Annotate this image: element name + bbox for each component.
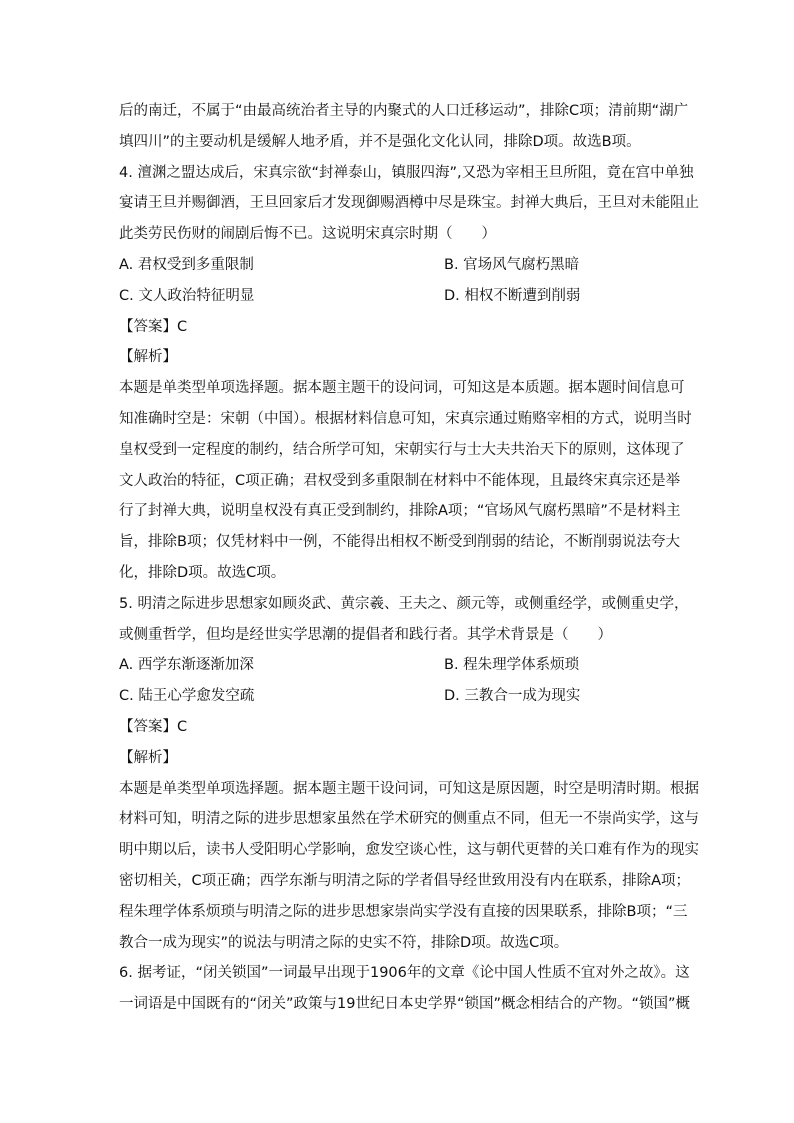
text-line: 填四川”的主要动机是缓解人地矛盾，并不是强化文化认同，排除D项。故选B项。 <box>119 133 641 150</box>
analysis-line: 本题是单类型单项选择题。据本题主题干设问词，可知这是原因题，时空是明清时期。根据 <box>119 780 699 797</box>
question-stem-line: 宴请王旦并赐御酒，王旦回家后才发现御赐酒樽中尽是珠宝。封禅大典后，王旦对未能阻止 <box>119 195 699 212</box>
analysis-line: 文人政治的特征，C项正确；君权受到多重限制在材料中不能体现，且最终宋真宗还是举 <box>119 472 681 489</box>
analysis-label: 【解析】 <box>119 749 177 766</box>
option-b: B. 程朱理学体系烦琐 <box>444 657 580 674</box>
analysis-line: 化，排除D项。故选C项。 <box>119 564 286 581</box>
analysis-line: 明中期以后，读书人受阳明心学影响，愈发空谈心性，这与朝代更替的关口难有作为的现实 <box>119 842 699 859</box>
document-page <box>119 96 699 1020</box>
analysis-line: 程朱理学体系烦琐与明清之际的进步思想家崇尚实学没有直接的因果联系，排除B项；“三 <box>119 903 688 920</box>
question-stem-line: 5. 明清之际进步思想家如顾炎武、黄宗羲、王夫之、颜元等，或侧重经学，或侧重史学， <box>119 595 689 612</box>
question-stem-line: 或侧重哲学，但均是经世实学思潮的提倡者和践行者。其学术背景是（ ） <box>119 626 612 643</box>
answer-label: 【答案】C <box>119 718 188 735</box>
analysis-line: 皇权受到一定程度的制约，结合所学可知，宋朝实行与士大夫共治天下的原则，这体现了 <box>119 441 685 458</box>
analysis-line: 教合一成为现实”的说法与明清之际的史实不符，排除D项。故选C项。 <box>119 934 569 951</box>
option-a: A. 西学东渐逐渐加深 <box>119 657 254 674</box>
options-row <box>119 250 679 281</box>
options-row <box>119 650 679 681</box>
option-d: D. 相权不断遭到削弱 <box>444 287 581 304</box>
option-c: C. 陆王心学愈发空疏 <box>119 688 255 705</box>
analysis-line: 知准确时空是：宋朝（中国）。根据材料信息可知，宋真宗通过贿赂宰相的方式，说明当时 <box>119 410 692 427</box>
question-5 <box>119 589 699 959</box>
text-line: 后的南迁，不属于“由最高统治者主导的内聚式的人口迁移运动”，排除C项；清前期“湖广 <box>119 103 689 119</box>
question-stem-line: 一词语是中国既有的“闭关”政策与19世纪日本史学界“锁国”概念相结合的产物。“锁国”概 <box>119 996 691 1013</box>
question-6 <box>119 958 691 1020</box>
analysis-line: 材料可知，明清之际的进步思想家虽然在学术研究的侧重点不同，但无一不崇尚实学，这与 <box>119 811 699 828</box>
analysis-line: 本题是单类型单项选择题。据本题主题干的设问词，可知这是本质题。据本题时间信息可 <box>119 380 685 397</box>
options-row <box>119 681 679 712</box>
answer-label: 【答案】C <box>119 318 188 335</box>
option-c: C. 文人政治特征明显 <box>119 287 255 304</box>
analysis-label: 【解析】 <box>119 349 177 366</box>
analysis-line: 旨，排除B项；仅凭材料中一例，不能得出相权不断受到削弱的结论，不断削弱说法夸大 <box>119 534 680 551</box>
question-stem-line: 4. 澶渊之盟达成后，宋真宗欲“封禅泰山，镇服四海”,又恐为宰相王旦所阻，竟在宫中单独 <box>119 164 694 181</box>
question-4 <box>119 158 699 589</box>
analysis-line: 密切相关，C项正确；西学东渐与明清之际的学者倡导经世致用没有内在联系，排除A项； <box>119 872 691 889</box>
analysis-line: 行了封禅大典，说明皇权没有真正受到制约，排除A项；“官场风气腐朽黑暗”不是材料主 <box>119 503 681 520</box>
option-a: A. 君权受到多重限制 <box>119 256 254 273</box>
option-d: D. 三教合一成为现实 <box>444 688 581 705</box>
option-b: B. 官场风气腐朽黑暗 <box>444 256 580 273</box>
question-stem-line: 此类劳民伤财的闹剧后悔不已。这说明宋真宗时期（ ） <box>119 226 496 243</box>
question-stem-line: 6. 据考证，“闭关锁国”一词最早出现于1906年的文章《论中国人性质不宜对外之故》。这 <box>119 965 690 982</box>
options-row <box>119 281 679 312</box>
